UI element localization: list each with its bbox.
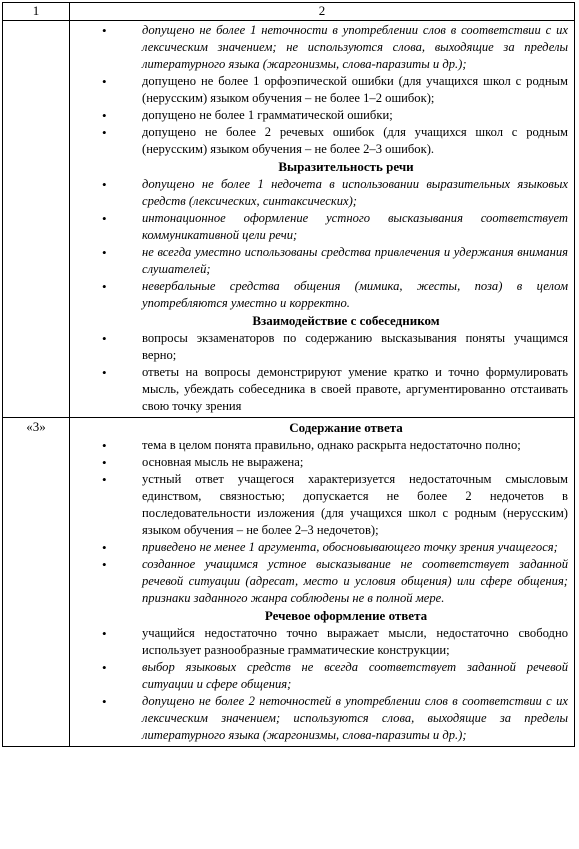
criteria-list (74, 437, 568, 607)
criteria-item: • невербальные средства общения (мимика, жесты, поза) в целом употребляются уместно и корректно. (74, 278, 568, 312)
table-header-row (3, 3, 575, 21)
criteria-item: • не всегда уместно использованы средства привлечения и удержания внимания слушателей; (74, 244, 568, 278)
criteria-item: • ответы на вопросы демонстрируют умение кратко и точно формулировать мысль, убеждать собеседника в своей правоте, аргументированно отстаивать свою точку зрения (74, 364, 568, 415)
grade-cell: «3» (3, 418, 70, 747)
criteria-item: • выбор языковых средств не всегда соответствует заданной речевой ситуации и сфере общения; (74, 659, 568, 693)
criteria-cell (70, 21, 575, 418)
table-row (3, 21, 575, 418)
criteria-item: • тема в целом понята правильно, однако раскрыта недостаточно полно; (74, 437, 568, 454)
criteria-item: • учащийся недостаточно точно выражает мысли, недостаточно свободно использует разнообразные грамматические конструкции; (74, 625, 568, 659)
section-heading: Речевое оформление ответа (264, 608, 428, 623)
criteria-item: • устный ответ учащегося характеризуется недостаточным смысловым единством, связностью; допускается не более 2 недочетов в последовательности изложения (для учащихся школ с родным (нерусским) языком обучения – не более 2–3 недочетов); (74, 471, 568, 539)
criteria-item: • допущено не более 1 орфоэпической ошибки (для учащихся школ с родным (нерусским) языком обучения – не более 1–2 ошибок); (74, 73, 568, 107)
criteria-item: • допущено не более 1 грамматической ошибки; (74, 107, 568, 124)
table-row (3, 418, 575, 747)
criteria-cell (70, 418, 575, 747)
criteria-item: • вопросы экзаменаторов по содержанию высказывания поняты учащимся верно; (74, 330, 568, 364)
grade-cell (3, 21, 70, 418)
criteria-item: • допущено не более 2 речевых ошибок (для учащихся школ с родным (нерусским) языком обучения – не более 2–3 ошибок). (74, 124, 568, 158)
criteria-list (74, 330, 568, 415)
criteria-item: • основная мысль не выражена; (74, 454, 568, 471)
criteria-list (74, 625, 568, 744)
criteria-list (74, 22, 568, 158)
criteria-item: • допущено не более 1 недочета в использовании выразительных языковых средств (лексических, синтаксических); (74, 176, 568, 210)
criteria-item: • допущено не более 2 неточностей в употреблении слов в соответствии с их лексическим значением; используются слова, выходящие за пределы литературного языка (жаргонизмы, слова-паразиты и др.); (74, 693, 568, 744)
section-heading: Взаимодействие с собеседником (252, 313, 440, 328)
criteria-item: • приведено не менее 1 аргумента, обосновывающего точку зрения учащегося; (74, 539, 568, 556)
criteria-list (74, 176, 568, 312)
criteria-table (2, 2, 575, 747)
header-col-1: 1 (3, 3, 70, 21)
criteria-item: • созданное учащимся устное высказывание не соответствует заданной речевой ситуации (адресат, место и условия общения) или сфере общения; признаки заданного жанра соблюдены не в полной мере. (74, 556, 568, 607)
section-heading: Выразительность речи (278, 159, 414, 174)
header-col-2: 2 (70, 3, 575, 21)
criteria-item: • допущено не более 1 неточности в употреблении слов в соответствии с их лексическим значением; не используются слова, выходящие за пределы литературного языка (жаргонизмы, слова-паразиты и др.); (74, 22, 568, 73)
section-heading: Содержание ответа (289, 420, 403, 435)
criteria-item: • интонационное оформление устного высказывания соответствует коммуникативной цели речи; (74, 210, 568, 244)
